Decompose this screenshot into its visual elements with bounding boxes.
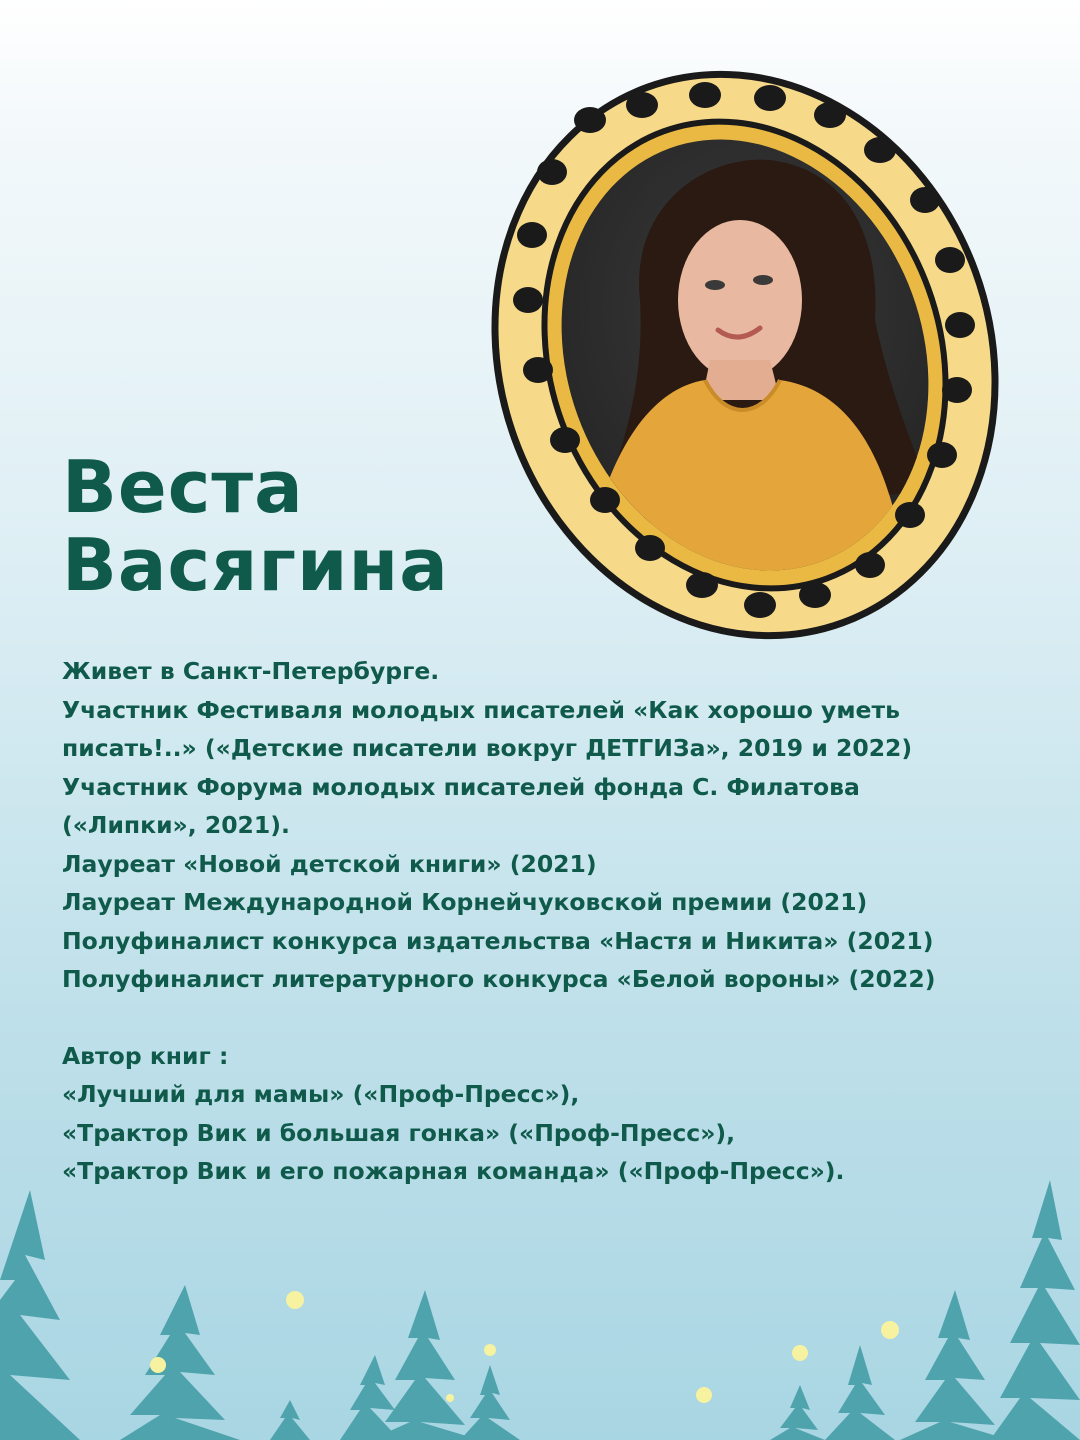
tree <box>990 1180 1080 1440</box>
bio-line: Лауреат Международной Корнейчуковской премии (2021) <box>62 888 868 916</box>
bio-line: писать!..» («Детские писатели вокруг ДЕТГИЗа», 2019 и 2022) <box>62 734 913 762</box>
tree <box>770 1385 825 1440</box>
tree <box>340 1355 400 1440</box>
tree <box>270 1400 310 1440</box>
bio-line: («Липки», 2021). <box>62 811 290 839</box>
book-item: «Трактор Вик и большая гонка» («Проф-Пресс»), <box>62 1118 736 1147</box>
light <box>484 1344 496 1356</box>
book-item: «Трактор Вик и его пожарная команда» («Проф-Пресс»). <box>62 1157 845 1185</box>
author-bio <box>62 652 1052 1191</box>
author-last-name: Васягина <box>62 523 449 607</box>
bio-line: Полуфиналист конкурса издательства «Настя и Никита» (2021) <box>62 926 934 955</box>
author-first-name: Веста <box>62 445 304 529</box>
light <box>286 1291 304 1309</box>
fairy-lights <box>150 1291 899 1403</box>
forest-decoration <box>0 1150 1080 1440</box>
light <box>150 1357 166 1373</box>
tree <box>120 1285 240 1440</box>
tree <box>370 1290 480 1440</box>
tree <box>0 1190 80 1440</box>
bio-line: Участник Форума молодых писателей фонда С. Филатова <box>62 772 860 801</box>
light <box>881 1321 899 1339</box>
tree <box>900 1290 1010 1440</box>
trees <box>0 1180 1080 1440</box>
tree <box>460 1365 520 1440</box>
bio-line: Полуфиналист литературного конкурса «Белой вороны» (2022) <box>62 965 936 993</box>
light <box>696 1387 712 1403</box>
author-name <box>62 445 449 607</box>
light <box>446 1394 454 1402</box>
bio-line: Участник Фестиваля молодых писателей «Как хорошо уметь <box>62 695 900 724</box>
tree <box>825 1345 895 1440</box>
bio-line: Лауреат «Новой детской книги» (2021) <box>62 849 597 878</box>
books-heading: Автор книг : <box>62 1041 229 1070</box>
book-item: «Лучший для мамы» («Проф-Пресс»), <box>62 1080 580 1108</box>
author-portrait <box>470 60 1010 650</box>
spacer <box>62 999 1052 1037</box>
light <box>792 1345 808 1361</box>
bio-line: Живет в Санкт-Петербурге. <box>62 657 440 685</box>
